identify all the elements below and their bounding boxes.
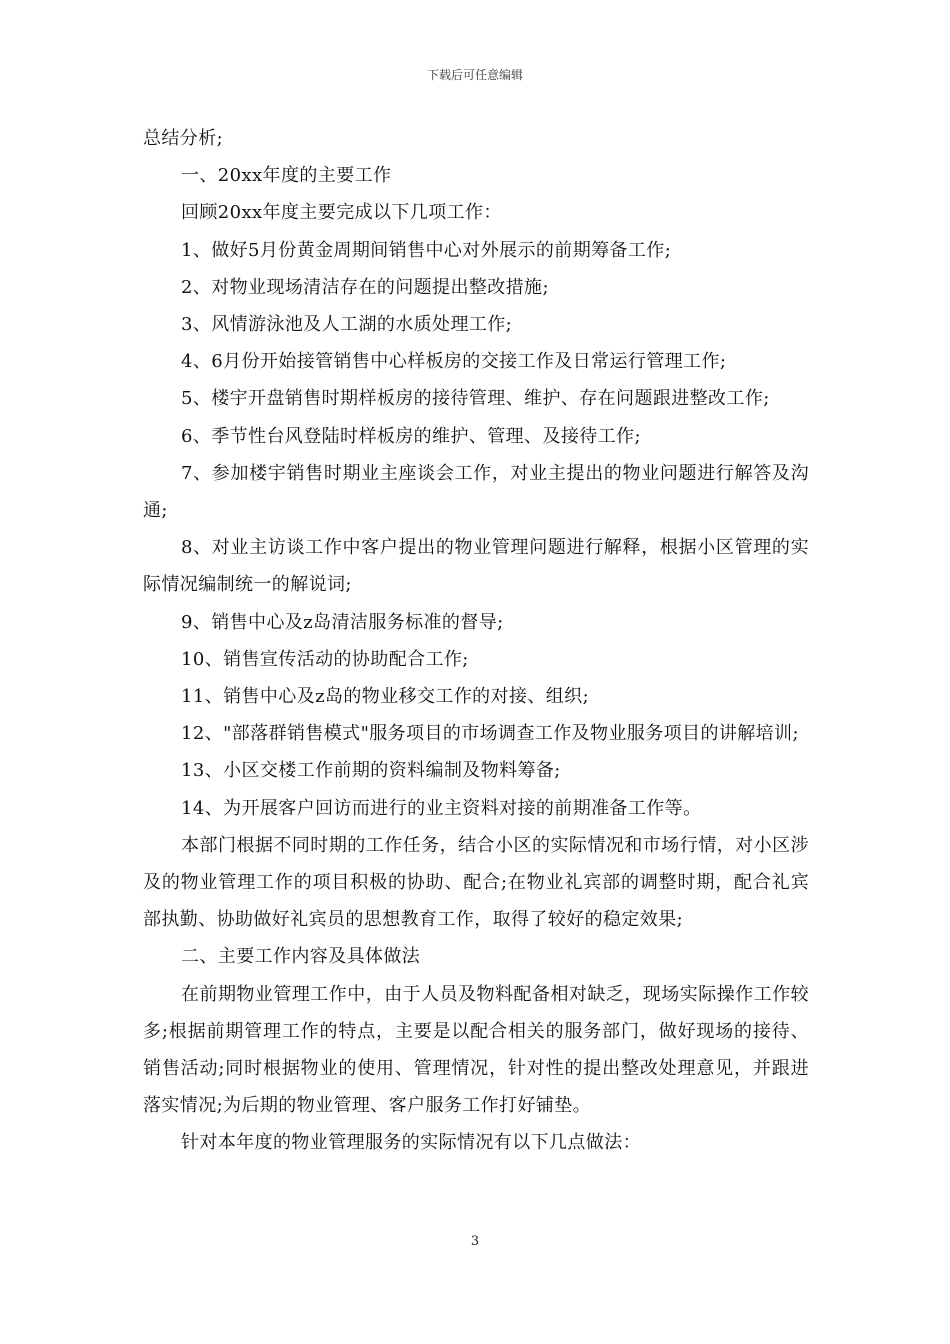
- list-item-9: 9、销售中心及z岛清洁服务标准的督导;: [181, 611, 504, 633]
- document-body: [143, 120, 809, 1162]
- list-item-10: 10、销售宣传活动的协助配合工作;: [181, 648, 469, 670]
- list-item-1: 1、做好5月份黄金周期间销售中心对外展示的前期筹备工作;: [181, 239, 672, 261]
- paragraph-review-intro: 回顾20xx年度主要完成以下几项工作：: [181, 202, 502, 224]
- list-item-4: 4、6月份开始接管销售中心样板房的交接工作及日常运行管理工作;: [181, 351, 727, 373]
- paragraph-early-management: 在前期物业管理工作中，由于人员及物料配备相对缺乏，现场实际操作工作较多;根据前期管理工作的特点，主要是以配合相关的服务部门，做好现场的接待、销售活动;同时根据物业的使用、管理情况，针对性的提出整改处理意见，并跟进落实情况;为后期的物业管理、客户服务工作打好铺垫。: [143, 983, 809, 1117]
- list-item-6: 6、季节性台风登陆时样板房的维护、管理、及接待工作;: [181, 425, 641, 447]
- list-item-12: 12、"部落群销售模式"服务项目的市场调查工作及物业服务项目的讲解培训;: [181, 723, 799, 745]
- list-item-13: 13、小区交楼工作前期的资料编制及物料筹备;: [181, 760, 561, 782]
- list-item-14: 14、为开展客户回访而进行的业主资料对接的前期准备工作等。: [181, 797, 702, 819]
- list-item-11: 11、销售中心及z岛的物业移交工作的对接、组织;: [181, 686, 590, 708]
- paragraph-methods-intro: 针对本年度的物业管理服务的实际情况有以下几点做法：: [181, 1132, 641, 1154]
- list-item-3: 3、风情游泳池及人工湖的水质处理工作;: [181, 314, 513, 336]
- list-item-2: 2、对物业现场清洁存在的问题提出整改措施;: [181, 276, 549, 298]
- page-header: 下载后可任意编辑: [426, 68, 523, 82]
- paragraph-summary-tail: 总结分析;: [143, 128, 224, 149]
- page-number: 3: [470, 1234, 480, 1249]
- list-item-5: 5、楼宇开盘销售时期样板房的接待管理、维护、存在问题跟进整改工作;: [181, 388, 770, 410]
- list-item-8: 8、对业主访谈工作中客户提出的物业管理问题进行解释，根据小区管理的实际情况编制统一的解说词;: [143, 537, 809, 596]
- section-heading-1: 一、20xx年度的主要工作: [181, 165, 392, 187]
- paragraph-department-summary: 本部门根据不同时期的工作任务，结合小区的实际情况和市场行情，对小区涉及的物业管理工作的项目积极的协助、配合;在物业礼宾部的调整时期，配合礼宾部执勤、协助做好礼宾员的思想教育工作，取得了较好的稳定效果;: [143, 834, 809, 931]
- list-item-7: 7、参加楼宇销售时期业主座谈会工作，对业主提出的物业问题进行解答及沟通;: [143, 462, 809, 522]
- section-heading-2: 二、主要工作内容及具体做法: [181, 946, 421, 968]
